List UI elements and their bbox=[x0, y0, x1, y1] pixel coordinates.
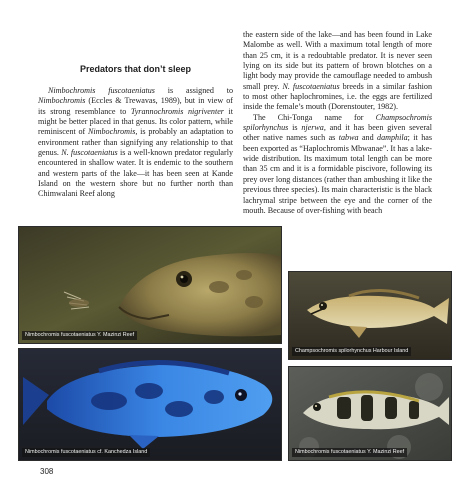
photo-caption: Champsochromis spilorhynchus Harbour Island bbox=[292, 347, 411, 356]
right-text-column bbox=[243, 30, 432, 216]
fish-photo-nimbochromis-juvenile bbox=[288, 366, 452, 461]
fish-photo-nimbochromis-blue bbox=[18, 348, 282, 461]
photo-caption: Nimbochromis fuscotaeniatus Y. Mazinzi Reef bbox=[22, 331, 137, 340]
photo-caption: Nimbochromis fuscotaeniatus cf. Kanchedza Island bbox=[22, 448, 150, 457]
paragraph: the eastern side of the lake—and has been found in Lake Malombe as well. With a maximum total length of more than 25 cm, it is a redoubtable predator. It is never seen lying on its side but its pattern of brown blotches on a light body may provide the camouflage needed to ambush small prey. N. fuscotaeniatus breeds in a similar fashion to most other haplochromines, i.e. the eggs are fertilized inside the female’s mouth (Dorenstouter, 1982). bbox=[243, 30, 432, 112]
fish-photo-champsochromis bbox=[288, 271, 452, 360]
paragraph: The Chi-Tonga name for Champsochromis spilorhynchus is njerwa, and it has been given several other native names such as tabwa and damphila; it has been exported as “Haplochromis Mbwanae”. It has a lake-wide distribution. Its maximum total length can be more than 35 cm and it is a formidable piscivore, following its prey over long distances (rather than ambushing it like the previous three species). Its main characteristic is the black lachrymal stripe between the eye and the corner of the mouth. Because of over-fishing with beach bbox=[243, 112, 433, 215]
page-number: 308 bbox=[40, 467, 54, 476]
fish-photo-nimbochromis-head bbox=[18, 226, 282, 344]
left-text-column bbox=[38, 86, 233, 200]
photo-caption: Nimbochromis fuscotaeniatus Y. Mazinzi Reef bbox=[292, 448, 407, 457]
section-heading: Predators that don’t sleep bbox=[79, 64, 192, 74]
paragraph: Nimbochromis fuscotaeniatus is assigned to Nimbochromis (Eccles & Trewavas, 1989), but in view of its strong resemblance to Tyrannochromis nigriventer it might be better placed in that genus. Its color pattern, while reminiscent of Nimbochromis, is probably an adaptation to environment rather than signifying any relationship to that genus. N. fuscotaeniatus is a well-known predator regularly encountered in shallow water. It is endemic to the southern and western parts of the lake—it has been seen at Kande Island on the western shore but no further north than Chimwalani Reef along bbox=[38, 86, 233, 199]
